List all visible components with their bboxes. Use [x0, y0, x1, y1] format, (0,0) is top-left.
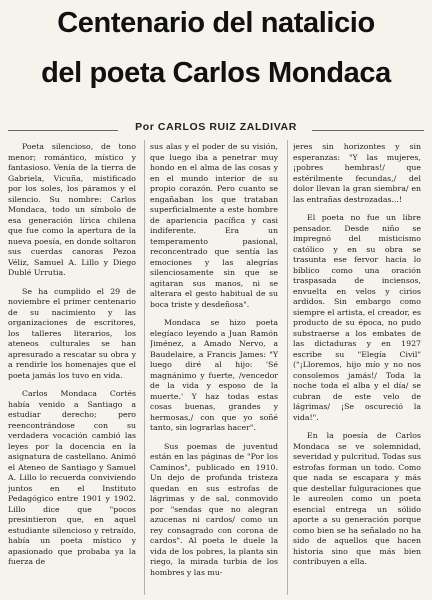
article-column-3 [293, 142, 421, 594]
paragraph: Se ha cumplido el 29 de noviembre el primer centenario de su nacimiento y las organizaciones de escritores, los talleres literarios, los ateneos culturales se han apresurado a rescatar su obra y a rendirle los homenajes que el poeta jamás los tuvo en vida. [8, 286, 136, 380]
headline-line-2: del poeta Carlos Mondaca [41, 57, 391, 89]
paragraph: sus alas y el poder de su visión, que luego iba a penetrar muy hondo en el alma de las cosas y en el mundo interior de su propio corazón. Pero cuanto se engañaban los que trataban superficialmente a este hombre de apariencia pacífica y casi indiferente. Era un temperamento pasional, reconcentrado que sentía las emociones y las alegrías silenciosamente sin que se agitaran sus manos, ni se alterara el gesto habitual de su boca triste y desdeñosa". [150, 142, 278, 309]
paragraph: Poeta silencioso, de tono menor; romántico, místico y fantasioso. Venía de la tierra de Gabriela, Vicuña, mistificado por los soles, los páramos y el silencio. Su nombre: Carlos Mondaca, todo un símbolo de esa generación lírica chilena que fue como la apertura de la nueva poesía, en donde soltaron sus cuerdas canoras Pezoa Véliz, Samuel A. Lillo y Diego Dublé Urrutia. [8, 142, 136, 277]
byline-rule-left [8, 130, 118, 131]
article-column-1 [8, 142, 136, 594]
column-divider [144, 140, 145, 595]
column-divider [287, 140, 288, 595]
byline-rule-right [312, 130, 424, 131]
paragraph: Carlos Mondaca Cortés había venido a Santiago a estudiar derecho; pero reencontrándose con su verdadera vocación cambió las leyes por la docencia en la asignatura de castellano. Animó el Ateneo de Santiago y Samuel A. Lillo lo recuerda conviviendo juntos en el Instituto Pedagógico entre 1901 y 1902. Lillo dice que "pocos presintieron que, en aquel estudiante silencioso y retraído, había un poeta místico y apasionado que probaba ya la fuerza de [8, 389, 136, 566]
paragraph: Sus poemas de juventud están en las páginas de "Por los Caminos", publicado en 1910. Un dejo de profunda tristeza quedan en sus estrofas de lágrimas y de sal, conmovido por "sendas que no alegran azucenas ni cardos/ como un rey consagrado con corona de cardos". Al poeta le duele la vida de los pobres, la planta sin riego, la mirada turbia de los hombres y las mu- [150, 441, 278, 577]
paragraph: En la poesía de Carlos Mondaca se ve solemnidad, severidad y pulcritud. Todas sus estrofas forman un todo. Como que nada se escapara y más que destellar fulguraciones que le aureolen como un poeta esencial entrega un sólido aporte a su generación porque como bien se ha señalado no ha sido de aquellos que hacen historia sino que más bien contribuyen a ella. [293, 431, 421, 566]
headline-line-1: Centenario del natalicio [57, 7, 375, 39]
paragraph: Mondaca se hizo poeta elegíaco leyendo a Juan Ramón Jiménez, a Amado Nervo, a Baudelaire, a Francis James: "Y luego diré al hijo: 'Sé magnánimo y fuerte, /vencedor de la vida y esposo de la muerte.' Y haz todas estas cosas buenas, grandes y hermosas,/ con que yo soñé tanto, sin lograrlas hacer". [150, 318, 278, 432]
byline: Por CARLOS RUIZ ZALDIVAR [135, 121, 297, 133]
paragraph: jeres sin horizontes y sin esperanzas: "Y las mujeres, ¡pobres hembras!/ que estérilmente fecundas,/ del dolor llevan la gran siembra/ en las entrañas destrozadas...! [293, 142, 421, 204]
paragraph: El poeta no fue un libre pensador. Desde niño se impregnó del misticismo católico y en su obra se trasunta ese fervor hacia lo bíblico como una oración traspasada de inciensos, envuelta en velos y cirios ardidos. Sin embargo como siempre el artista, el creador, es producto de su época, no pudo substraerse a los embates de las dictaduras y en 1927 escribe su "Elegía Civil" ("¡Lloremos, hijo mío y no nos consolemos jamás!/ Toda la noche toda el alba y el día/ se cubran de este velo de lágrimas/ ¡Se oscureció la vida!". [293, 213, 421, 422]
article-column-2 [150, 142, 278, 594]
